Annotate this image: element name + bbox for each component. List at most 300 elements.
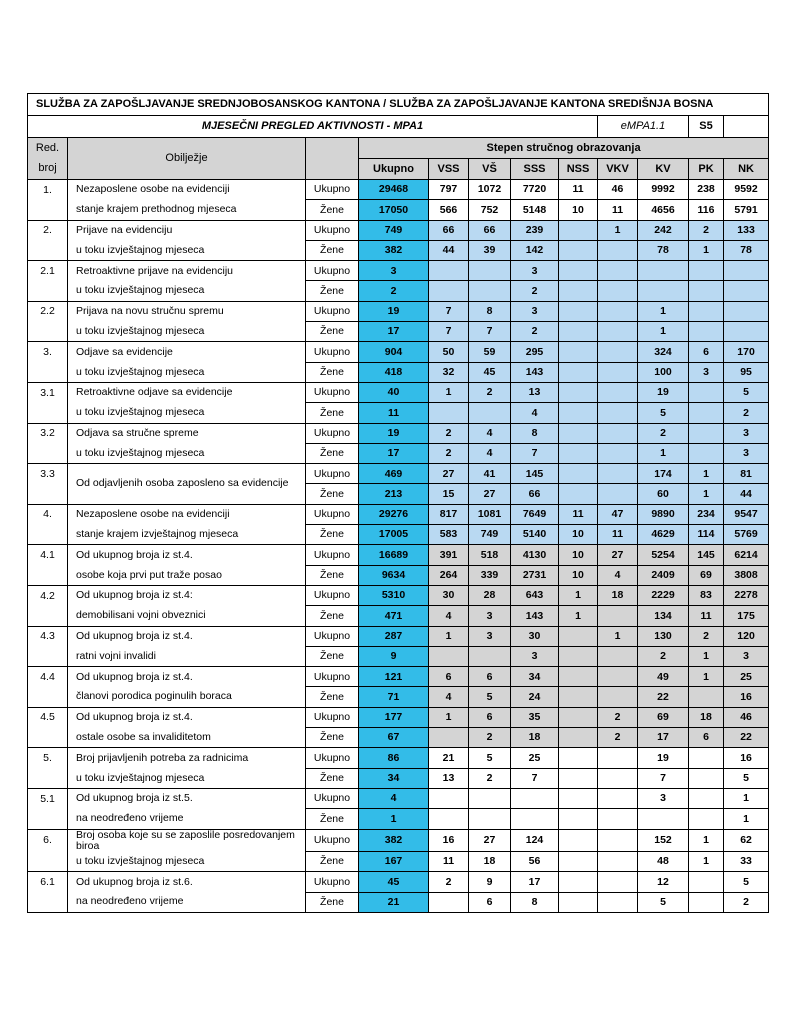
row-label: na neodređeno vrijeme [68,892,306,912]
table-row [28,626,769,646]
row-number [28,443,68,463]
value-cell-nss [559,852,598,872]
value-cell-nss [559,484,598,504]
value-cell-nss [559,892,598,912]
table-row [28,667,769,687]
value-cell-vs: 1081 [469,504,511,524]
col-red-label: Red. [28,138,68,159]
value-cell-pk [689,403,724,423]
table-row [28,423,769,443]
value-cell-vkv [598,423,638,443]
table-row [28,382,769,402]
ukupno-cell: 418 [359,362,429,382]
ukupno-row-label: Ukupno [306,667,359,687]
value-cell-vss: 817 [429,504,469,524]
value-cell-nk: 5 [724,872,769,892]
value-cell-pk [689,872,724,892]
row-label: Od ukupnog broja iz st.4. [68,545,306,565]
col-spol-header [306,138,359,180]
row-label: Prijave na evidenciju [68,220,306,240]
value-cell-kv: 174 [638,464,689,484]
value-cell-pk [689,768,724,788]
value-cell-vs: 27 [469,829,511,852]
table-row [28,768,769,788]
zene-row-label: Žene [306,606,359,626]
row-label: u toku izvještajnog mjeseca [68,362,306,382]
value-cell-vs: 7 [469,322,511,342]
value-cell-nss: 10 [559,545,598,565]
value-cell-kv: 49 [638,667,689,687]
value-cell-nk: 9547 [724,504,769,524]
value-cell-nss: 11 [559,504,598,524]
value-cell-nss [559,809,598,829]
row-number [28,240,68,260]
row-label: ratni vojni invalidi [68,646,306,666]
row-number: 6.1 [28,872,68,892]
value-cell-sss: 2731 [511,565,559,585]
row-number [28,322,68,342]
ukupno-cell: 17005 [359,525,429,545]
ukupno-cell: 2 [359,281,429,301]
ukupno-row-label: Ukupno [306,585,359,605]
zene-row-label: Žene [306,728,359,748]
value-cell-sss: 2 [511,281,559,301]
row-number [28,606,68,626]
value-cell-nk: 33 [724,852,769,872]
row-label: Od ukupnog broja iz st.4: [68,585,306,605]
value-cell-nss [559,301,598,321]
value-cell-pk: 238 [689,180,724,200]
row-label: Nezaposlene osobe na evidenciji [68,180,306,200]
value-cell-vkv [598,687,638,707]
ukupno-cell: 1 [359,809,429,829]
table-row [28,646,769,666]
value-cell-vss: 566 [429,200,469,220]
value-cell-nk: 5769 [724,525,769,545]
zene-row-label: Žene [306,646,359,666]
value-cell-pk: 116 [689,200,724,220]
ukupno-row-label: Ukupno [306,464,359,484]
row-number [28,646,68,666]
ukupno-cell: 4 [359,788,429,808]
value-cell-vkv [598,342,638,362]
ukupno-row-label: Ukupno [306,626,359,646]
report-sheet [27,93,768,913]
value-cell-vkv [598,809,638,829]
ukupno-cell: 40 [359,382,429,402]
ukupno-cell: 904 [359,342,429,362]
value-cell-vss: 11 [429,852,469,872]
value-cell-vs: 6 [469,707,511,727]
table-row [28,403,769,423]
value-cell-vkv [598,281,638,301]
form-code: eMPA1.1 [598,116,689,138]
value-cell-vkv [598,484,638,504]
ukupno-cell: 9634 [359,565,429,585]
value-cell-vs: 2 [469,768,511,788]
value-cell-pk: 1 [689,852,724,872]
value-cell-sss: 3 [511,301,559,321]
title-row [28,94,769,116]
value-cell-kv: 242 [638,220,689,240]
value-cell-nss [559,220,598,240]
value-cell-vs: 1072 [469,180,511,200]
value-cell-nss [559,626,598,646]
value-cell-kv: 1 [638,301,689,321]
value-cell-nss [559,646,598,666]
row-label: u toku izvještajnog mjeseca [68,443,306,463]
value-cell-vss [429,281,469,301]
row-label: u toku izvještajnog mjeseca [68,403,306,423]
value-cell-nk [724,322,769,342]
value-cell-kv: 152 [638,829,689,852]
value-cell-vss [429,403,469,423]
row-label: Od ukupnog broja iz st.5. [68,788,306,808]
value-cell-sss: 3 [511,646,559,666]
value-cell-nss [559,707,598,727]
row-label: osobe koja prvi put traže posao [68,565,306,585]
ukupno-cell: 71 [359,687,429,707]
value-cell-vss: 44 [429,240,469,260]
value-cell-kv: 4629 [638,525,689,545]
value-cell-pk [689,809,724,829]
value-cell-vss: 27 [429,464,469,484]
value-cell-sss [511,788,559,808]
value-cell-nk: 2 [724,892,769,912]
value-cell-nk: 5 [724,768,769,788]
row-number: 4.2 [28,585,68,605]
value-cell-nk: 120 [724,626,769,646]
table-row [28,200,769,220]
value-cell-pk: 145 [689,545,724,565]
row-number: 5.1 [28,788,68,808]
value-cell-pk: 114 [689,525,724,545]
value-cell-nk: 16 [724,748,769,768]
value-cell-vkv [598,892,638,912]
table-row [28,301,769,321]
value-cell-nss [559,403,598,423]
value-cell-vss: 1 [429,707,469,727]
row-number: 2. [28,220,68,240]
ukupno-cell: 5310 [359,585,429,605]
row-label: Prijava na novu stručnu spremu [68,301,306,321]
value-cell-vkv: 27 [598,545,638,565]
value-cell-sss: 35 [511,707,559,727]
value-cell-sss: 7720 [511,180,559,200]
zene-row-label: Žene [306,484,359,504]
ukupno-cell: 287 [359,626,429,646]
value-cell-vkv [598,261,638,281]
value-cell-nss: 10 [559,565,598,585]
ukupno-cell: 45 [359,872,429,892]
ukupno-cell: 382 [359,240,429,260]
row-label: Broj prijavljenih potreba za radnicima [68,748,306,768]
value-cell-nss [559,443,598,463]
zene-row-label: Žene [306,362,359,382]
value-cell-pk [689,788,724,808]
col-ukupno-label: Ukupno [359,159,429,180]
value-cell-nk: 78 [724,240,769,260]
value-cell-kv: 48 [638,852,689,872]
value-cell-nss [559,748,598,768]
col-group-label: Stepen stručnog obrazovanja [359,138,769,159]
value-cell-vkv [598,667,638,687]
value-cell-sss: 13 [511,382,559,402]
value-cell-vkv: 1 [598,626,638,646]
value-cell-kv: 2409 [638,565,689,585]
value-cell-vkv: 1 [598,220,638,240]
ukupno-cell: 121 [359,667,429,687]
value-cell-kv: 1 [638,443,689,463]
value-cell-sss: 3 [511,261,559,281]
value-cell-nk: 1 [724,788,769,808]
value-cell-pk: 2 [689,220,724,240]
ukupno-cell: 17 [359,322,429,342]
row-number [28,728,68,748]
value-cell-pk [689,423,724,443]
table-row [28,504,769,524]
value-cell-vkv: 2 [598,707,638,727]
zene-row-label: Žene [306,565,359,585]
table-row [28,525,769,545]
value-cell-vkv [598,852,638,872]
value-cell-sss: 2 [511,322,559,342]
value-cell-vs: 5 [469,687,511,707]
value-cell-kv: 9992 [638,180,689,200]
row-number [28,403,68,423]
value-cell-nss [559,829,598,852]
ukupno-cell: 19 [359,423,429,443]
value-cell-pk [689,301,724,321]
value-cell-nk: 95 [724,362,769,382]
value-cell-vkv [598,443,638,463]
ukupno-row-label: Ukupno [306,220,359,240]
value-cell-vss: 391 [429,545,469,565]
value-cell-vss: 6 [429,667,469,687]
value-cell-vs: 9 [469,872,511,892]
value-cell-pk: 234 [689,504,724,524]
value-cell-nk: 16 [724,687,769,707]
row-label: Od ukupnog broja iz st.4. [68,707,306,727]
table-row [28,687,769,707]
value-cell-sss: 66 [511,484,559,504]
value-cell-pk: 6 [689,728,724,748]
ukupno-cell: 17050 [359,200,429,220]
col-sss-label: SSS [511,159,559,180]
value-cell-vss: 16 [429,829,469,852]
value-cell-vs: 39 [469,240,511,260]
value-cell-vss [429,788,469,808]
value-cell-vkv [598,301,638,321]
row-number [28,200,68,220]
value-cell-kv: 100 [638,362,689,382]
ukupno-cell: 469 [359,464,429,484]
report-subtitle: MJESEČNI PREGLED AKTIVNOSTI - MPA1 [28,116,598,138]
value-cell-nk: 2 [724,403,769,423]
col-vss-label: VSS [429,159,469,180]
value-cell-vs: 18 [469,852,511,872]
value-cell-nk [724,261,769,281]
value-cell-pk: 1 [689,667,724,687]
value-cell-kv: 2 [638,646,689,666]
row-number: 4. [28,504,68,524]
value-cell-kv: 19 [638,748,689,768]
value-cell-nss: 10 [559,200,598,220]
row-label: stanje krajem izvještajnog mjeseca [68,525,306,545]
row-number: 4.3 [28,626,68,646]
table-row [28,872,769,892]
table-row [28,606,769,626]
ukupno-cell: 9 [359,646,429,666]
row-label: u toku izvještajnog mjeseca [68,281,306,301]
value-cell-sss: 124 [511,829,559,852]
zene-row-label: Žene [306,768,359,788]
ukupno-cell: 11 [359,403,429,423]
row-label: Odjave sa evidencije [68,342,306,362]
table-row [28,748,769,768]
value-cell-kv: 12 [638,872,689,892]
row-number: 5. [28,748,68,768]
ukupno-row-label: Ukupno [306,301,359,321]
value-cell-nk: 1 [724,809,769,829]
value-cell-vss: 264 [429,565,469,585]
value-cell-nss [559,464,598,484]
table-row [28,240,769,260]
value-cell-pk [689,261,724,281]
value-cell-pk: 1 [689,646,724,666]
zene-row-label: Žene [306,200,359,220]
row-number: 4.4 [28,667,68,687]
value-cell-vs: 8 [469,301,511,321]
row-number: 4.1 [28,545,68,565]
zene-row-label: Žene [306,892,359,912]
value-cell-pk [689,382,724,402]
value-cell-kv: 5 [638,403,689,423]
value-cell-sss: 17 [511,872,559,892]
value-cell-vs: 6 [469,667,511,687]
row-number [28,852,68,872]
value-cell-vs [469,281,511,301]
ukupno-cell: 471 [359,606,429,626]
value-cell-vss: 21 [429,748,469,768]
value-cell-kv [638,281,689,301]
ukupno-cell: 382 [359,829,429,852]
value-cell-nk: 3 [724,646,769,666]
value-cell-vss [429,809,469,829]
value-cell-vss: 797 [429,180,469,200]
value-cell-vkv [598,748,638,768]
ukupno-row-label: Ukupno [306,872,359,892]
value-cell-sss: 239 [511,220,559,240]
value-cell-sss: 5140 [511,525,559,545]
zene-row-label: Žene [306,443,359,463]
value-cell-sss: 8 [511,423,559,443]
value-cell-kv: 5254 [638,545,689,565]
report-title: SLUŽBA ZA ZAPOŠLJAVANJE SREDNJOBOSANSKOG KANTONA / SLUŽBA ZA ZAPOŠLJAVANJE KANTONA SREDIŠNJA BOSNA [28,94,769,116]
value-cell-nss: 1 [559,606,598,626]
value-cell-vs: 45 [469,362,511,382]
value-cell-nk: 25 [724,667,769,687]
value-cell-kv: 60 [638,484,689,504]
value-cell-pk [689,892,724,912]
ukupno-cell: 749 [359,220,429,240]
value-cell-vkv [598,872,638,892]
ukupno-cell: 177 [359,707,429,727]
value-cell-nss: 1 [559,585,598,605]
value-cell-nk: 46 [724,707,769,727]
ukupno-cell: 34 [359,768,429,788]
table-row [28,545,769,565]
row-label: ostale osobe sa invaliditetom [68,728,306,748]
value-cell-kv: 22 [638,687,689,707]
row-number [28,687,68,707]
value-cell-vs: 3 [469,606,511,626]
value-cell-vs: 28 [469,585,511,605]
value-cell-nk: 9592 [724,180,769,200]
value-cell-sss: 5148 [511,200,559,220]
row-number [28,892,68,912]
zene-row-label: Žene [306,240,359,260]
value-cell-pk: 69 [689,565,724,585]
value-cell-nk: 175 [724,606,769,626]
value-cell-nss [559,261,598,281]
value-cell-nk [724,301,769,321]
value-cell-vs: 41 [469,464,511,484]
ukupno-row-label: Ukupno [306,382,359,402]
value-cell-sss: 4 [511,403,559,423]
value-cell-sss: 143 [511,362,559,382]
value-cell-sss: 30 [511,626,559,646]
table-row [28,892,769,912]
ukupno-cell: 29276 [359,504,429,524]
value-cell-nss [559,382,598,402]
row-number: 3. [28,342,68,362]
value-cell-vkv [598,829,638,852]
ukupno-cell: 16689 [359,545,429,565]
value-cell-vs [469,261,511,281]
value-cell-kv: 69 [638,707,689,727]
value-cell-nk: 81 [724,464,769,484]
ukupno-row-label: Ukupno [306,788,359,808]
value-cell-kv [638,261,689,281]
value-cell-kv [638,809,689,829]
value-cell-vs: 2 [469,382,511,402]
table-row [28,362,769,382]
value-cell-vs [469,403,511,423]
value-cell-vkv [598,362,638,382]
zene-row-label: Žene [306,525,359,545]
value-cell-sss: 24 [511,687,559,707]
value-cell-vss [429,646,469,666]
value-cell-vkv [598,606,638,626]
ukupno-cell: 29468 [359,180,429,200]
value-cell-nss [559,872,598,892]
value-cell-vss: 1 [429,626,469,646]
table-row [28,220,769,240]
row-label: na neodređeno vrijeme [68,809,306,829]
value-cell-sss [511,809,559,829]
col-vs-label: VŠ [469,159,511,180]
value-cell-vs: 749 [469,525,511,545]
value-cell-vss: 4 [429,687,469,707]
row-number: 4.5 [28,707,68,727]
value-cell-pk: 3 [689,362,724,382]
row-label: Retroaktivne odjave sa evidencije [68,382,306,402]
value-cell-kv: 134 [638,606,689,626]
col-obiljezje-label: Obilježje [68,138,306,180]
value-cell-kv: 78 [638,240,689,260]
value-cell-vs: 6 [469,892,511,912]
